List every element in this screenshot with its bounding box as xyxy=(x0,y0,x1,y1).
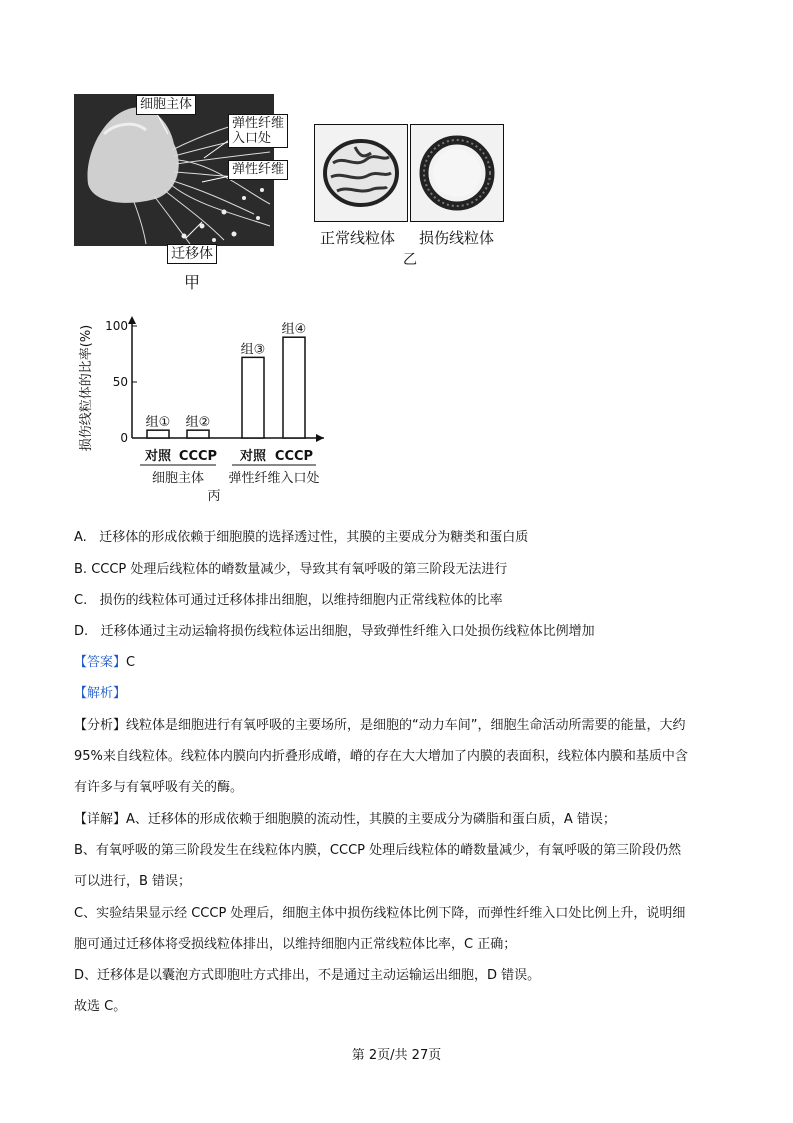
figure-jia-caption: 甲 xyxy=(184,273,201,292)
bar-label-3: 组③ xyxy=(240,342,266,358)
option-c-text: 损伤的线粒体可通过迁移体排出细胞，以维持细胞内正常线粒体的比率 xyxy=(99,593,503,608)
answer-value: C xyxy=(126,655,136,670)
normal-mitochondrion-image xyxy=(314,124,408,222)
label-migrasome: 迁移体 xyxy=(167,244,217,264)
option-a-letter: A. xyxy=(74,530,87,545)
analysis-tag: 【分析】 xyxy=(74,718,127,733)
bar-4 xyxy=(283,337,305,438)
group-label-cell-body: 细胞主体 xyxy=(151,471,205,486)
group-label-fiber-entrance: 弹性纤维入口处 xyxy=(228,471,320,486)
detail-line-4: C、实验结果显示经 CCCP 处理后，细胞主体中损伤线粒体比例下降，而弹性纤维入口处比例上升，说明细 xyxy=(74,906,686,921)
analysis-line-3: 有许多与有氧呼吸有关的酶。 xyxy=(74,780,244,795)
option-b-text: CCCP 处理后线粒体的嵴数量减少，导致其有氧呼吸的第三阶段无法进行 xyxy=(91,562,508,577)
option-d-text: 迁移体通过主动运输将损伤线粒体运出细胞，导致弹性纤维入口处损伤线粒体比例增加 xyxy=(100,624,595,639)
answer-line xyxy=(74,654,135,672)
label-fiber: 弹性纤维 xyxy=(228,160,288,180)
detail-line-3: 可以进行，B 错误； xyxy=(74,874,192,889)
answer-tag: 【答案】 xyxy=(74,655,127,670)
option-d[interactable] xyxy=(74,623,595,641)
treatment-label-3: 对照 xyxy=(239,449,267,464)
analysis-line-2: 95%来自线粒体。线粒体内膜向内折叠形成嵴，嵴的存在大大增加了内膜的表面积，线粒体内膜和基质中含 xyxy=(74,749,688,764)
option-a-text: 迁移体的形成依赖于细胞膜的选择透过性，其膜的主要成分为糖类和蛋白质 xyxy=(99,530,529,545)
treatment-label-1: 对照 xyxy=(144,449,172,464)
figure-yi-caption: 乙 xyxy=(403,252,417,268)
detail-tag: 【详解】 xyxy=(74,812,127,827)
label-fiber-entrance: 弹性纤维 入口处 xyxy=(228,114,288,148)
option-b-letter: B. xyxy=(74,562,88,577)
page-footer: 第 2页/共 27页 xyxy=(351,1048,442,1063)
detail-line-7: 故选 C。 xyxy=(74,999,127,1014)
y-axis-label: 损伤线粒体的比率(%) xyxy=(79,324,94,452)
detail-line-6: D、迁移体是以囊泡方式即胞吐方式排出，不是通过主动运输运出细胞，D 错误。 xyxy=(74,968,541,983)
label-cell-body: 细胞主体 xyxy=(136,95,196,115)
y-axis-arrow xyxy=(128,316,136,324)
analysis-text-1: 线粒体是细胞进行有氧呼吸的主要场所，是细胞的“动力车间”，细胞生命活动所需要的能量，大约 xyxy=(126,718,686,733)
detail-text-1: A、迁移体的形成依赖于细胞膜的流动性，其膜的主要成分为磷脂和蛋白质，A 错误； xyxy=(126,812,616,827)
detail-line-2: B、有氧呼吸的第三阶段发生在线粒体内膜，CCCP 处理后线粒体的嵴数量减少，有氧呼吸的第三阶段仍然 xyxy=(74,843,682,858)
y-tick-label: 100 xyxy=(105,319,128,333)
detail-line-5: 胞可通过迁移体将受损线粒体排出，以维持细胞内正常线粒体比率，C 正确； xyxy=(74,937,517,952)
figure-jia-image xyxy=(74,94,285,246)
y-tick-label: 0 xyxy=(120,431,128,445)
damaged-mitochondrion-label: 损伤线粒体 xyxy=(419,229,495,247)
analysis-heading: 【解析】 xyxy=(74,686,127,701)
bar-label-1: 组① xyxy=(145,415,171,431)
treatment-label-4: CCCP xyxy=(274,449,314,464)
chart-caption: 丙 xyxy=(207,489,221,504)
option-c-letter: C. xyxy=(74,593,88,608)
detail-line-1 xyxy=(74,811,616,829)
analysis-line-1 xyxy=(74,717,686,735)
bar-2 xyxy=(187,430,209,438)
bar-3 xyxy=(242,357,264,438)
treatment-label-2: CCCP xyxy=(178,449,218,464)
normal-mitochondrion-label: 正常线粒体 xyxy=(320,229,396,247)
bar-label-4: 组④ xyxy=(281,322,307,338)
option-d-letter: D. xyxy=(74,624,89,639)
y-tick-label: 50 xyxy=(112,375,128,389)
x-axis-arrow xyxy=(316,434,324,442)
option-a[interactable] xyxy=(74,529,528,547)
bar-label-2: 组② xyxy=(185,415,211,431)
option-b[interactable] xyxy=(74,561,507,579)
bar-1 xyxy=(147,430,169,438)
option-c[interactable] xyxy=(74,592,503,610)
chart-bing xyxy=(76,312,336,512)
damaged-mitochondrion-image xyxy=(410,124,504,222)
